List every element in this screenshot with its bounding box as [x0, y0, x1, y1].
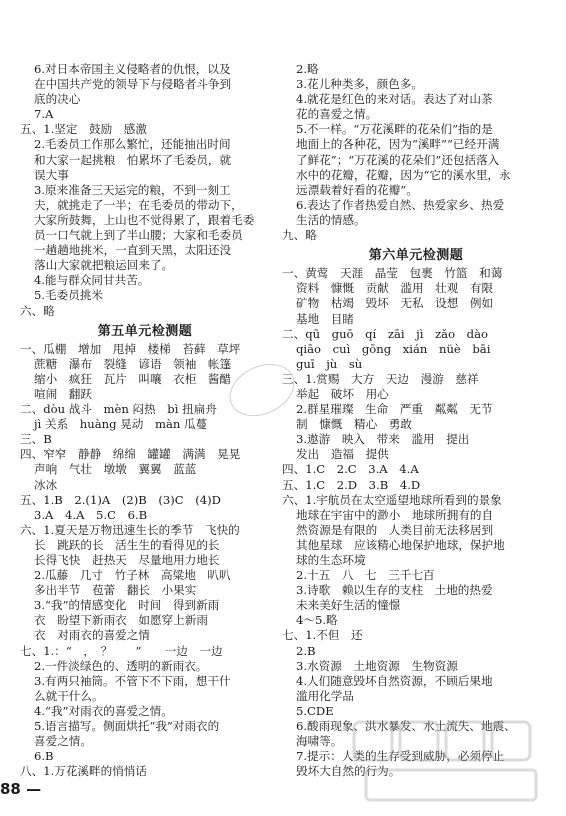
answer-line: 滥用化学品 — [296, 688, 354, 703]
answer-line: 3.水资源 土地资源 生物资源 — [296, 658, 458, 673]
answer-line: 二、qū guō qí zāi jì zǎo dào — [282, 326, 488, 341]
answer-line: 五、1.坚定 鼓励 感激 — [20, 122, 147, 137]
answer-line: 7.提示：人类的生存受到威胁，必须停止 — [296, 749, 505, 764]
answer-line: 三、B — [20, 432, 52, 447]
answer-line: 五、1.B 2.(1)A (2)B (3)C (4)D — [20, 492, 221, 507]
answer-line: 落山大家就把粮运回来了。 — [34, 258, 174, 273]
answer-line: 四、1.C 2.C 3.A 4.A — [282, 462, 419, 477]
answer-line: 水中的花瓣，花瓣，因为“它的溪水里，永 — [296, 167, 511, 182]
answer-line: 生活的情感。 — [296, 212, 366, 227]
answer-line: 三、1.赏赐 大方 天边 漫游 慈祥 — [282, 371, 479, 386]
answer-line: 在中国共产党的领导下与侵略者斗争到 — [34, 77, 232, 92]
answer-line: guī jù sù — [296, 356, 363, 371]
answer-line: 3.遨游 映入 带来 滥用 提出 — [296, 432, 470, 447]
answer-line: 喧闹 翻跃 — [34, 386, 92, 401]
answer-line: 基地 目睹 — [296, 311, 354, 326]
answer-line: 6.B — [34, 749, 54, 764]
answer-line: 误大事 — [34, 167, 69, 182]
answer-line: 5.CDE — [296, 703, 334, 718]
answer-line: 七、1.不但 还 — [282, 628, 363, 643]
answer-line: 大家所鼓舞，上山也不觉得累了，跟着毛委 — [34, 212, 255, 227]
answer-line: 3.诗歌 赖以生存的支柱 土地的热爱 — [296, 583, 493, 598]
watermark-logo — [346, 718, 556, 808]
answer-line: 和大家一起挑粮 怕累坏了毛委员，就 — [34, 152, 232, 167]
answer-line: 六、1.宇航员在太空遥望地球所看到的景象 — [282, 492, 502, 507]
answer-line: 二、dòu 战斗 mèn 闷热 bì 扭扁舟 — [20, 402, 217, 417]
answer-line: 一趟趟地挑米，一直到天黑，太阳还没 — [34, 243, 232, 258]
answer-line: 一、瓜棚 增加 甩掉 楼梯 苔藓 草坪 — [20, 341, 241, 356]
answer-line: 3.有两只袖筒。不管下不下雨，想干什 — [34, 673, 231, 688]
answer-line: 底的决心 — [34, 92, 81, 107]
answer-line: 5.毛委员挑米 — [34, 288, 104, 303]
answer-line: 矿物 枯竭 毁坏 无私 设想 例如 — [296, 296, 494, 311]
answer-line: 八、1.万花溪畔的悄悄话 — [20, 764, 147, 779]
answer-line: 远漂载着好看的花瓣”。 — [296, 182, 418, 197]
answer-line: 毁坏大自然的行为。 — [296, 764, 401, 779]
answer-line: 夫，就挑走了一半；在毛委员的带动下， — [34, 197, 243, 212]
answer-line: 2.B — [296, 643, 316, 658]
answer-line: 4～5.略 — [296, 613, 338, 628]
answer-line: 3.花儿种类多，颜色多。 — [296, 77, 423, 92]
answer-line: 制 慷慨 精心 勇敢 — [296, 417, 412, 432]
answer-line: 长 跳跃的长 活生生的看得见的长 — [34, 537, 220, 552]
answer-line: 2.一件淡绿色的、透明的新雨衣。 — [34, 658, 208, 673]
answer-line: 发出 造福 提供 — [296, 447, 389, 462]
answer-line: 2.十五 八 七 三千七百 — [296, 568, 435, 583]
answer-line: 声响 气壮 墩墩 翼翼 蓝蓝 — [34, 462, 197, 477]
answer-line: 了鲜花”；“万花溪的花朵们”还包括落入 — [296, 152, 500, 167]
answer-line: 么就干什么。 — [34, 688, 104, 703]
answer-line: 4.就花是红色的来对话。表达了对山茶 — [296, 92, 493, 107]
answer-line: 多出半节 苞蕾 翻长 小果实 — [34, 583, 197, 598]
answer-line: 衣 对雨衣的喜爱之情 — [34, 628, 150, 643]
answer-line: 4.能与群众同甘共苦。 — [34, 273, 150, 288]
answer-line: 6.表达了作者热爱自然、热爱家乡、热爱 — [296, 197, 505, 212]
answer-line: 海啸等。 — [296, 734, 343, 749]
answer-line: qiāo cuì gōng xián nüè bāi — [296, 341, 491, 356]
answer-line: 5.不一样。“万花溪畔的花朵们”指的是 — [296, 122, 493, 137]
answer-line: 3.原来准备三天运完的粮，不到一刻工 — [34, 182, 231, 197]
answer-line: 6.对日本帝国主义侵略者的仇恨，以及 — [34, 62, 231, 76]
answer-line: 未来美好生活的憧憬 — [296, 598, 401, 613]
answer-line: 3.A 4.A 5.C 6.B — [34, 507, 148, 522]
answer-line: 冰冰 — [34, 477, 58, 492]
answer-line: jì 关系 huàng 晃动 màn 瓜蔓 — [34, 417, 208, 432]
answer-line: 地球在宇宙中的渺小 地球所拥有的自 — [296, 507, 494, 522]
answer-line: 3.“我”的情感变化 时间 得到新雨 — [34, 598, 220, 613]
answer-line: 2.群星璀璨 生命 严重 粼粼 无节 — [296, 402, 493, 417]
answer-line: 缩小 疯狂 瓦片 叫嚷 衣柜 酱醋 — [34, 371, 232, 386]
answer-line: 长得飞快 赶热天 尽量地用力地长 — [34, 553, 220, 567]
answer-line: 球的生态环境 — [296, 553, 366, 567]
answer-line: 地面上的各种花，因为“溪畔”“已经开满 — [296, 137, 500, 152]
answer-line: 五、1.C 2.D 3.B 4.D — [282, 477, 421, 492]
answer-line: 4.“我”对雨衣的喜爱之情。 — [34, 703, 173, 718]
answer-line: 然资源是有限的 人类目前无法移居到 — [296, 522, 494, 537]
answer-line: 5.语言描写。侧面烘托“我”对雨衣的 — [34, 719, 220, 734]
section-heading: 第五单元检测题 — [97, 323, 193, 339]
answer-line: 4.人们随意毁坏自然资源，不顾后果地 — [296, 673, 493, 688]
answer-line: 2.略 — [296, 62, 319, 76]
answer-line: 六、1.夏天是万物迅速生长的季节 飞快的 — [20, 522, 240, 537]
answer-line: 资料 慷慨 贡献 滥用 壮观 有限 — [296, 281, 494, 296]
answer-line: 九、略 — [282, 228, 317, 243]
answer-line: 蔗糖 瀑布 裂缝 谚语 领袖 帐篷 — [34, 356, 232, 371]
answer-line: 六、略 — [20, 303, 55, 318]
answer-line: 7.A — [34, 107, 54, 122]
page-number: 88 — — [0, 780, 42, 798]
answer-line: 一、黄莺 天涯 晶莹 包裹 竹篮 和蔼 — [282, 266, 503, 281]
answer-line: 员一口气就上到了半山腰；大家和毛委员 — [34, 228, 243, 243]
right-answer-column — [282, 62, 550, 779]
answer-line: 七、1.：“ ， ？ ” 一边 一边 — [20, 643, 223, 658]
answer-line: 喜爱之情。 — [34, 734, 92, 749]
answer-line: 2.瓜藤 几寸 竹子林 高粱地 叭叭 — [34, 568, 231, 583]
answer-line: 衣 盼望下新雨衣 如愿穿上新雨 — [34, 613, 208, 628]
answer-line: 其他星球 应该精心地保护地球，保护地 — [296, 537, 505, 552]
section-heading: 第六单元检测题 — [368, 248, 464, 264]
answer-line: 四、窄窄 静静 绵绵 罐罐 满满 晃晃 — [20, 447, 241, 462]
answer-line: 花的喜爱之情。 — [296, 107, 378, 122]
answer-line: 2.毛委员工作那么繁忙，还能抽出时间 — [34, 137, 231, 152]
left-answer-column — [20, 62, 270, 779]
answer-line: 举起 破坏 用心 — [296, 386, 389, 401]
answer-line: 6.酸雨现象、洪水暴发、水土流失、地震、 — [296, 719, 516, 734]
